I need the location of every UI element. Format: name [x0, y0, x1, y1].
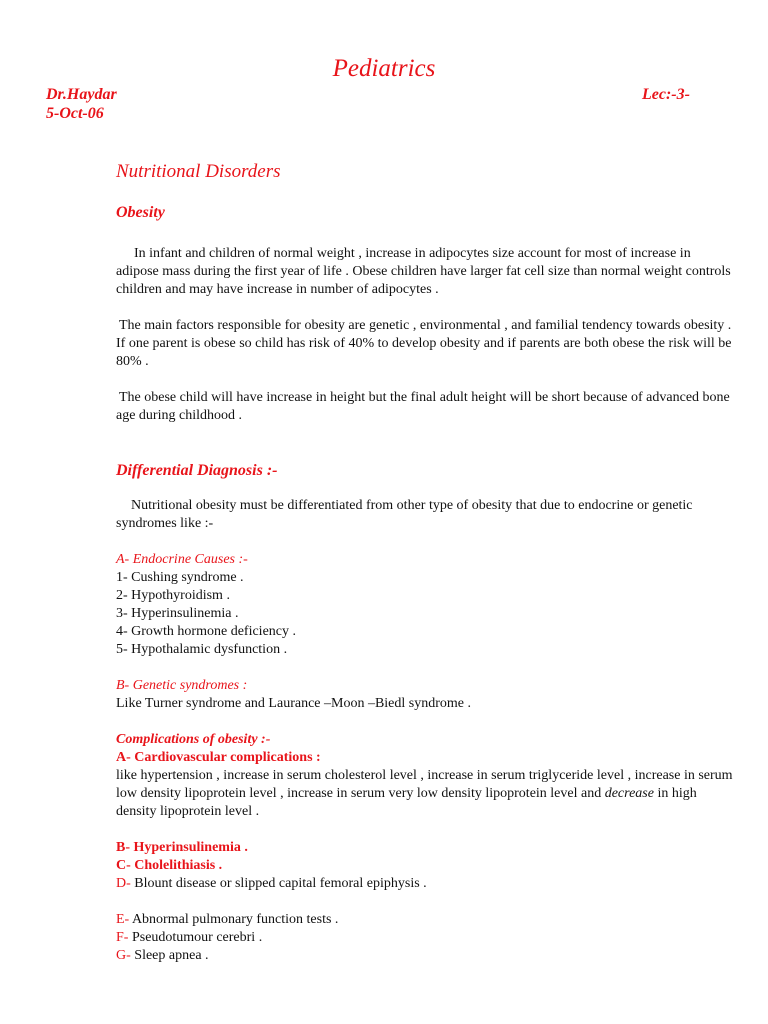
obesity-paragraph-2: The main factors responsible for obesity are genetic , environmental , and familial tendency towards obesity . If one parent is obese so child has risk of 40% to develop obesity and if parents are both obese the risk will be 80% .	[116, 318, 732, 369]
obesity-heading: Obesity	[116, 204, 165, 221]
cardiovascular-text-start: like hypertension , increase in serum cholesterol level , increase in serum triglyceride level , increase in serum low density lipoprotein level , increase in serum very low density lipoprotein level and	[116, 768, 733, 801]
genetic-syndromes-text: Like Turner syndrome and Laurance –Moon –Biedl syndrome .	[116, 696, 471, 711]
complication-f-text: Pseudotumour cerebri .	[128, 930, 263, 945]
complication-e-text: Abnormal pulmonary function tests .	[129, 912, 339, 927]
complication-f	[116, 929, 736, 947]
endocrine-causes-list	[116, 569, 736, 659]
section-title: Nutritional Disorders	[116, 161, 281, 182]
complication-b: B- Hyperinsulinemia .	[116, 840, 248, 855]
list-item: 4- Growth hormone deficiency .	[116, 624, 296, 639]
cardiovascular-heading: A- Cardiovascular complications :	[116, 750, 321, 765]
complication-f-letter: F-	[116, 930, 129, 945]
complications-heading: Complications of obesity :-	[116, 732, 271, 747]
complication-g-letter: G-	[116, 948, 131, 963]
complication-e	[116, 911, 736, 929]
lecture-number: Lec:-3-	[642, 86, 690, 103]
cardiovascular-text	[116, 767, 736, 821]
differential-heading: Differential Diagnosis :-	[116, 462, 278, 479]
complication-g	[116, 947, 736, 965]
endocrine-causes-heading: A- Endocrine Causes :-	[116, 552, 248, 567]
complication-g-text: Sleep apnea .	[130, 948, 209, 963]
complication-d-letter: D-	[116, 876, 131, 891]
list-item: 2- Hypothyroidism .	[116, 588, 230, 603]
author-name: Dr.Haydar	[46, 86, 117, 103]
obesity-paragraph-1: In infant and children of normal weight , increase in adipocytes size account for most of increase in adipose mass during the first year of life . Obese children have larger fat cell size than normal weight controls children and may have increase in number of adipocytes .	[116, 246, 731, 297]
document-title: Pediatrics	[332, 55, 436, 82]
list-item: 3- Hyperinsulinemia .	[116, 606, 239, 621]
decrease-emphasis: decrease	[604, 786, 654, 801]
complication-d	[116, 875, 736, 893]
list-item: 5- Hypothalamic dysfunction .	[116, 642, 288, 657]
complication-e-letter: E-	[116, 912, 130, 927]
lecture-date: 5-Oct-06	[46, 105, 104, 122]
complication-d-text: Blount disease or slipped capital femoral epiphysis .	[130, 876, 427, 891]
list-item: 1- Cushing syndrome .	[116, 570, 244, 585]
differential-intro: Nutritional obesity must be differentiated from other type of obesity that due to endocrine or genetic syndromes like :-	[116, 498, 693, 531]
cardiovascular-text-end: in high density lipoprotein level .	[116, 786, 697, 819]
genetic-syndromes-heading: B- Genetic syndromes :	[116, 678, 248, 693]
document-body	[116, 160, 736, 965]
obesity-paragraph-3: The obese child will have increase in height but the final adult height will be short because of advanced bone age during childhood .	[116, 390, 730, 423]
complication-c: C- Cholelithiasis .	[116, 858, 223, 873]
